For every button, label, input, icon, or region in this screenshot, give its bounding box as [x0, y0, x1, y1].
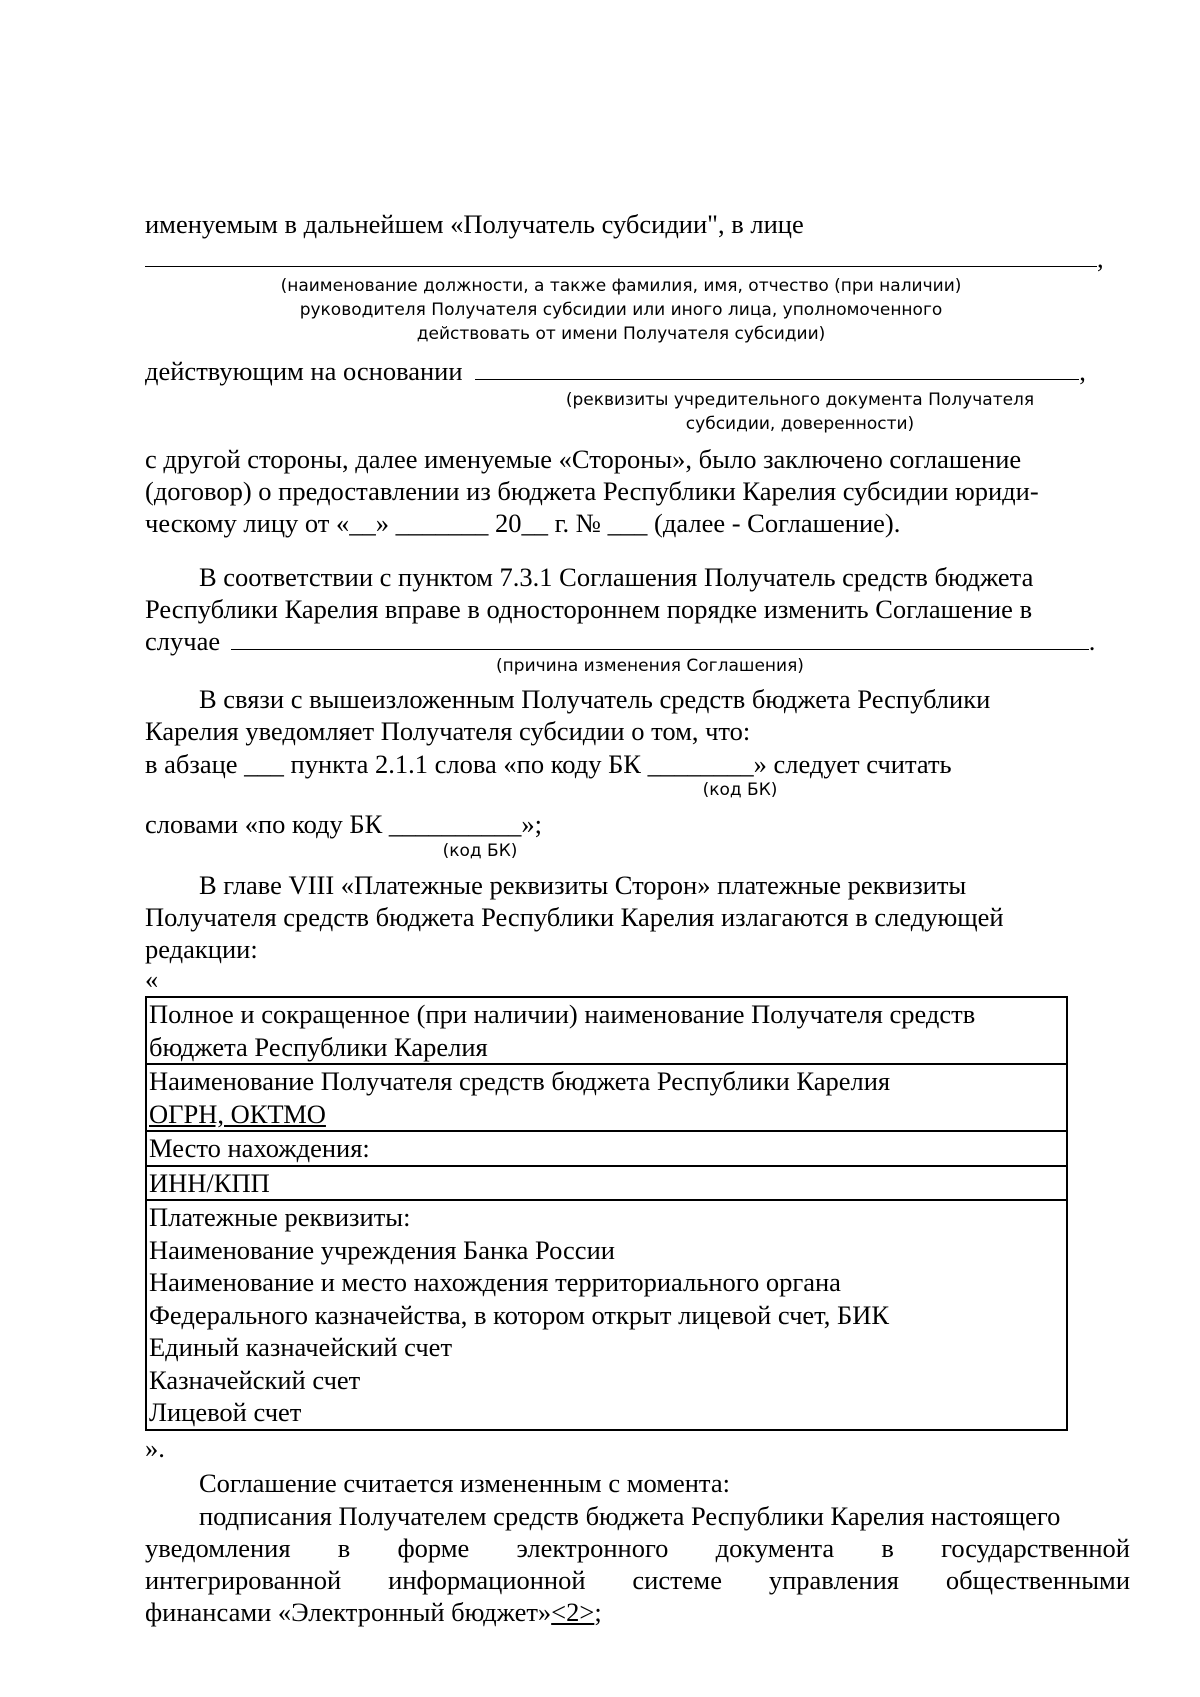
cell-line: Платежные реквизиты: [149, 1202, 411, 1232]
cell-line: Лицевой счет [149, 1397, 302, 1427]
text-line: интегрированной информационной системе управления общественными [145, 1565, 1130, 1595]
comma: , [1079, 356, 1086, 386]
text-line: уведомления в форме электронного документа в государственной [145, 1533, 1130, 1563]
table-cell: ИНН/КПП [146, 1166, 1067, 1201]
cell-line: Полное и сокращенное (при наличии) наименование Получателя средств [149, 999, 976, 1029]
text-line: (договор) о предоставлении из бюджета Республики Карелия субсидии юриди- [145, 476, 1039, 506]
cell-line: Наименование Получателя средств бюджета Республики Карелия [149, 1066, 891, 1096]
intro-line: именуемым в дальнейшем «Получатель субсидии", в лице [145, 209, 804, 239]
text-line: с другой стороны, далее именуемые «Стороны», было заключено соглашение [145, 444, 1022, 474]
text-line: редакции: [145, 934, 258, 964]
semicolon: ; [594, 1597, 602, 1627]
cell-line: Федерального казначейства, в котором открыт лицевой счет, БИК [149, 1299, 890, 1330]
open-quote: « [145, 964, 159, 994]
text-line: Получателя средств бюджета Республики Карелия излагаются в следующей [145, 902, 1004, 932]
cell-line: Наименование учреждения Банка России [149, 1234, 615, 1265]
representative-note [145, 274, 1097, 346]
text-line: В соответствии с пунктом 7.3.1 Соглашения Получатель средств бюджета [199, 562, 1034, 592]
acting-label: действующим на основании [145, 356, 463, 386]
cell-line: Наименование и место нахождения территориального органа [149, 1267, 841, 1297]
cell-line: Единый казначейский счет [149, 1332, 453, 1362]
note-line: (наименование должности, а также фамилия, имя, отчество (при наличии) [280, 276, 962, 296]
table-row [146, 1200, 1067, 1430]
text-line: подписания Получателем средств бюджета Республики Карелия настоящего [199, 1501, 1061, 1531]
note-line: действовать от имени Получателя субсидии) [416, 324, 826, 344]
text-line: в абзаце ___ пункта 2.1.1 слова «по коду БК ________» следует считать [145, 749, 952, 779]
table-row [146, 1064, 1067, 1131]
close-quote: ». [145, 1433, 165, 1463]
code-note: (код БК) [702, 780, 778, 800]
blank-underline [231, 627, 1089, 650]
table-row [146, 997, 1067, 1064]
table-cell [146, 1064, 1067, 1131]
comma: , [1097, 243, 1104, 273]
acting-basis-line [145, 355, 1086, 387]
reason-note: (причина изменения Соглашения) [496, 656, 804, 676]
cell-line: Казначейский счет [149, 1364, 361, 1395]
table-row [146, 1166, 1067, 1201]
case-label: случае [145, 626, 221, 656]
text-line: В главе VIII «Платежные реквизиты Сторон» платежные реквизиты [199, 870, 967, 900]
table-cell: Место нахождения: [146, 1131, 1067, 1166]
footnote-link[interactable]: <2> [551, 1597, 595, 1627]
cell-line [149, 1098, 1066, 1131]
table-row [146, 1131, 1067, 1166]
note-line: (реквизиты учредительного документа Получателя [565, 390, 1035, 410]
text-line: словами «по коду БК __________»; [145, 809, 543, 839]
blank-underline [145, 244, 1097, 267]
ogrn-oktmo-link[interactable]: ОГРН, ОКТМО [149, 1098, 326, 1129]
representative-blank [145, 242, 1104, 274]
text-line: Карелия уведомляет Получателя субсидии о том, что: [145, 716, 751, 746]
text-line: Соглашение считается измененным с момента: [199, 1468, 730, 1498]
text-line: ческому лицу от «__» _______ 20__ г. № ___ (далее - Соглашение). [145, 508, 901, 538]
case-line [145, 625, 1095, 657]
note-line: субсидии, доверенности) [685, 414, 915, 434]
acting-basis-note [550, 388, 1050, 436]
table-cell [146, 1200, 1067, 1430]
payment-details-table [145, 996, 1068, 1431]
text-line [145, 1596, 602, 1628]
note-line: руководителя Получателя субсидии или иного лица, уполномоченного [299, 300, 943, 320]
text-line: Республики Карелия вправе в одностороннем порядке изменить Соглашение в [145, 594, 1033, 624]
code-note: (код БК) [442, 841, 518, 861]
table-cell [146, 997, 1067, 1064]
cell-line: бюджета Республики Карелия [149, 1031, 488, 1062]
line-text: финансами «Электронный бюджет» [145, 1597, 552, 1627]
period: . [1088, 626, 1096, 656]
text-line: В связи с вышеизложенным Получатель средств бюджета Республики [199, 684, 991, 714]
blank-underline [475, 357, 1079, 380]
